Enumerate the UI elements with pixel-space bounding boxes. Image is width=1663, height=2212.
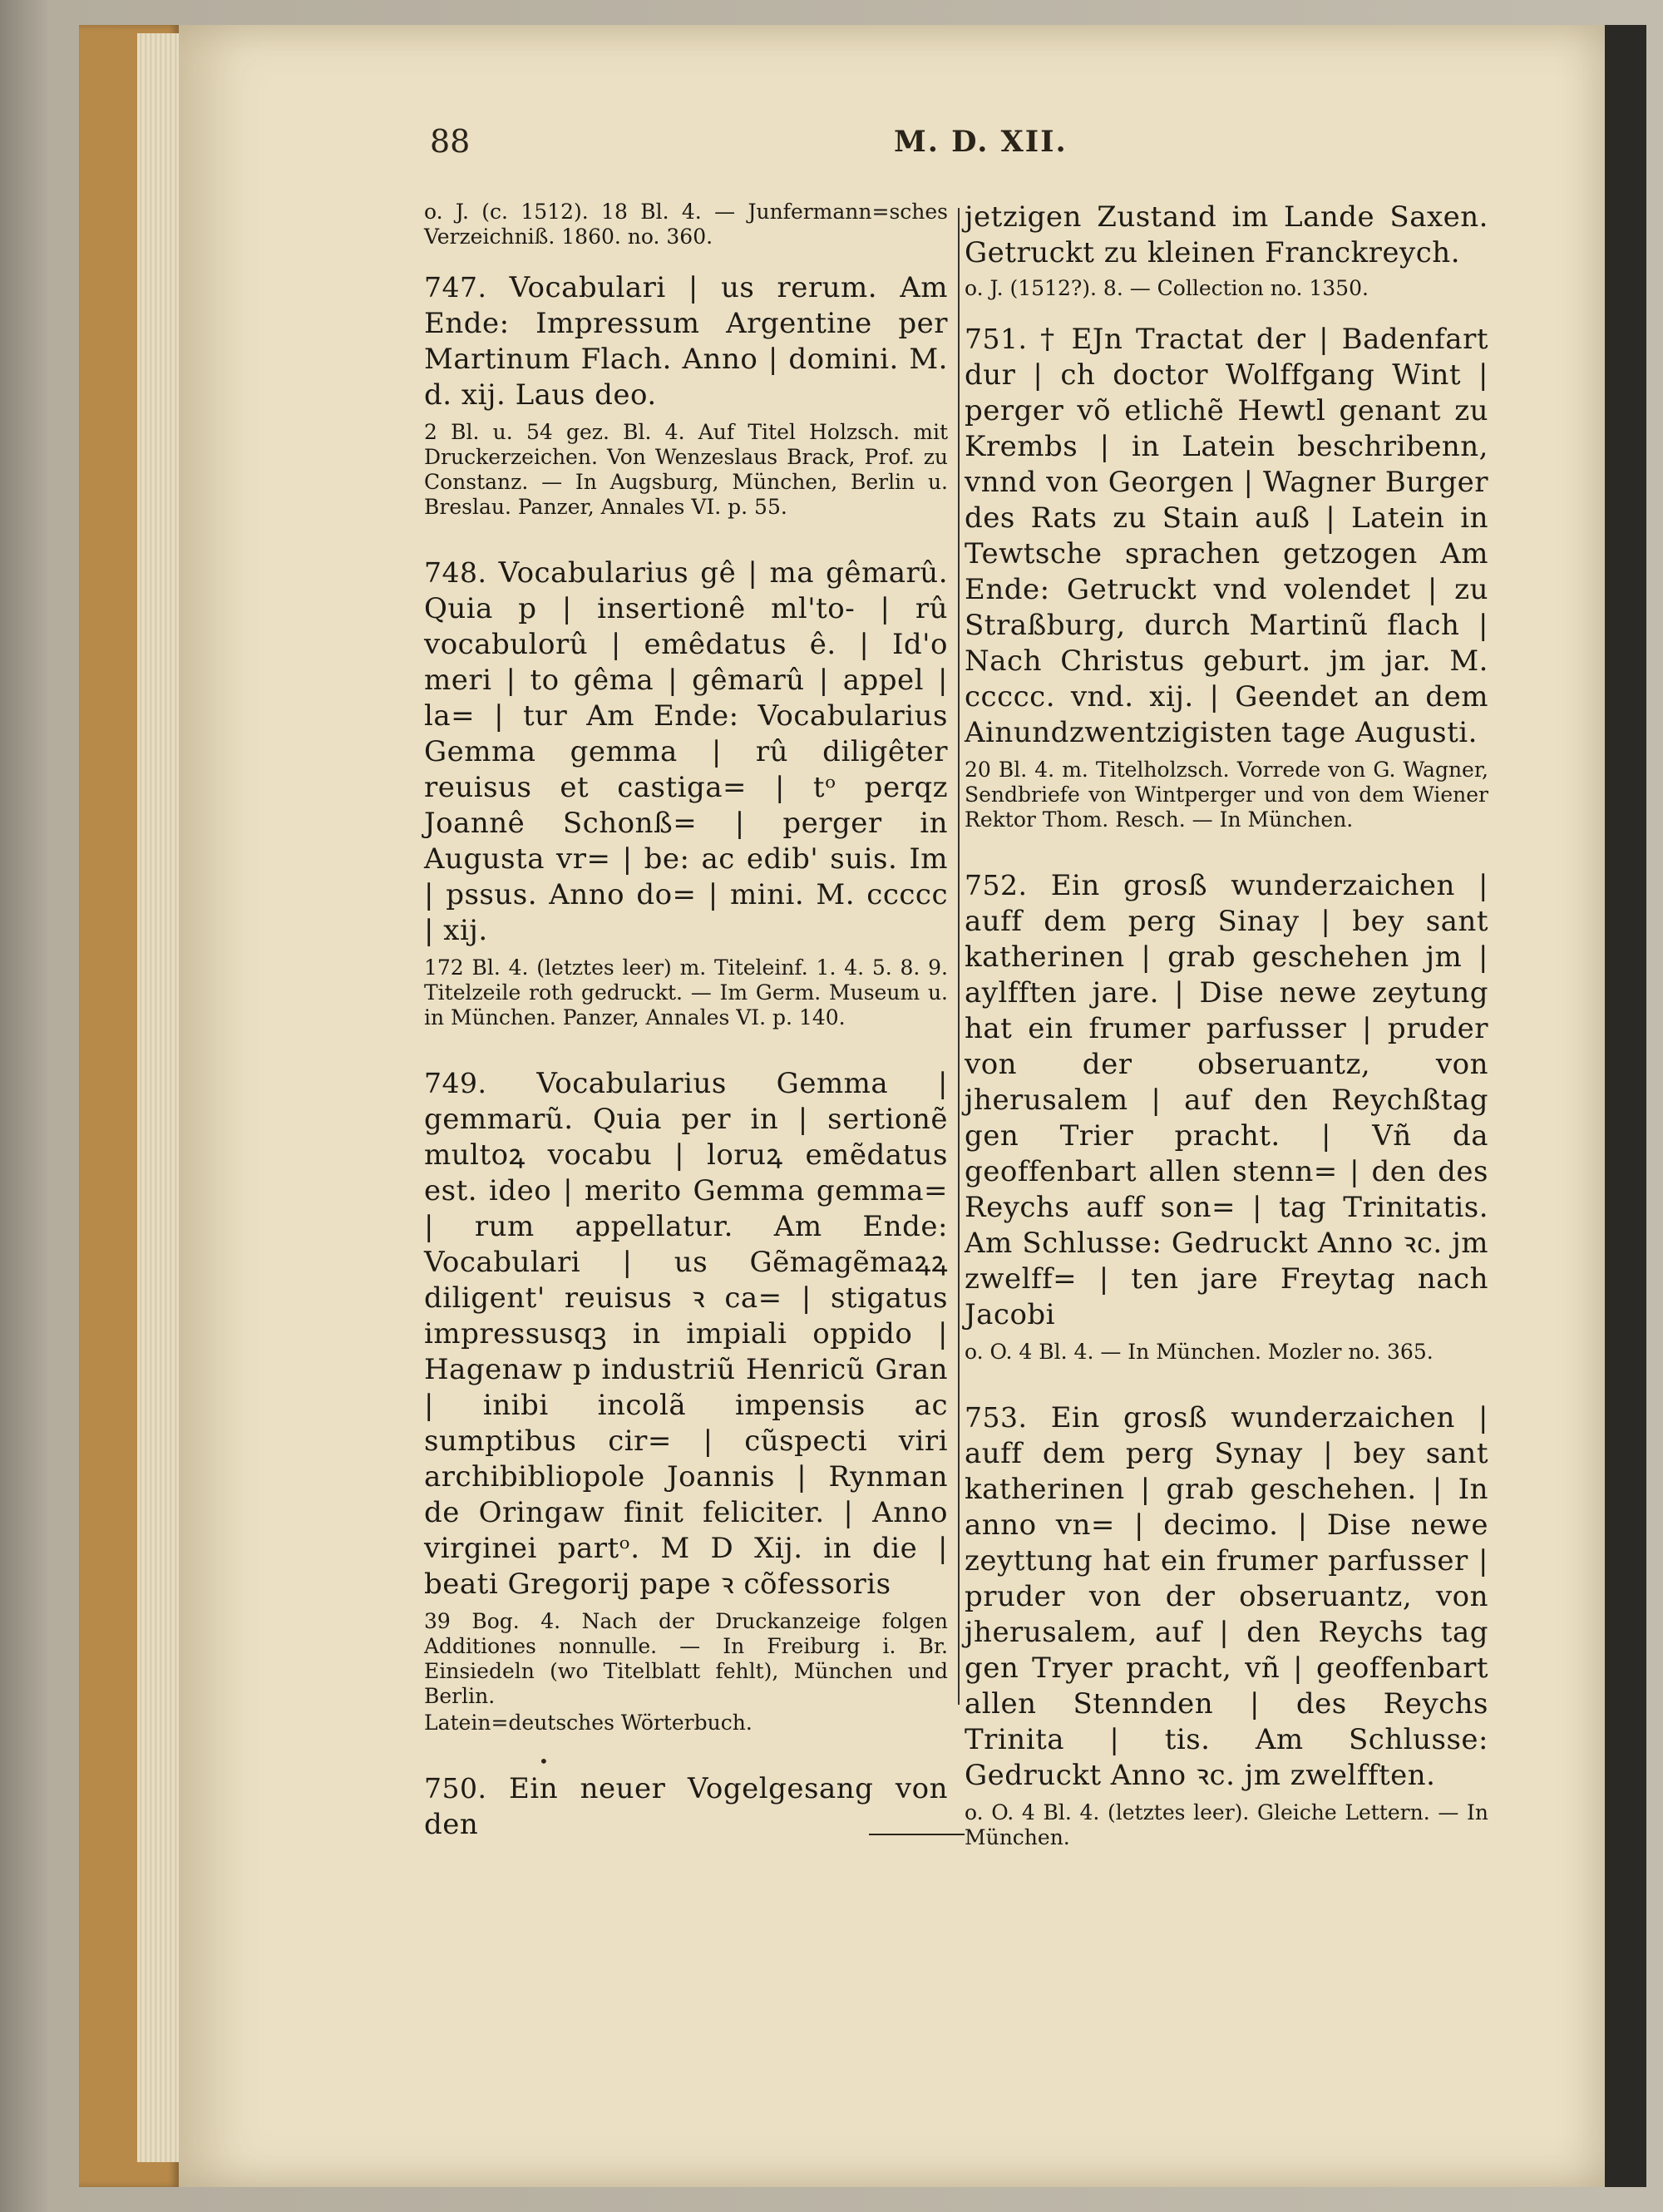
entry-753 [965,1400,1488,1850]
entry-note: 2 Bl. u. 54 gez. Bl. 4. Auf Titel Holzsch. mit Druckerzeichen. Von Wenzeslaus Brack, Prof. zu Constanz. — In Augsburg, München, Berlin u. Breslau. Panzer, Annales VI. p. 55. [424,420,948,519]
left-continuation: o. J. (c. 1512). 18 Bl. 4. — Junfermann=sches Verzeichniß. 1860. no. 360. [424,200,948,249]
entry-note: o. O. 4 Bl. 4. — In München. Mozler no. 365. [965,1340,1434,1364]
entry-text: Ein grosß wunderzaichen | auff dem perg Sinay | bey sant katherinen | grab geschehen jm | aylfften jare. | Dise newe zeytung hat ein frumer parfusser | pruder von der obseruantz, von jherusalem | auf den Reychßtag gen Trier pracht. | Vñ da geoffenbart allen stenn= | den des Reychs auff son= | tag Trinitatis. Am Schlusse: Gedruckt Anno ꝛc. jm zwelff= | ten jare Freytag nach Jacobi [965,869,1489,1331]
entry-note: 39 Bog. 4. Nach der Druckanzeige folgen Additiones nonnulle. — In Freiburg i. Br. Einsiedeln (wo Titelblatt fehlt), München und Berlin. [424,1609,948,1708]
entry-747 [424,269,948,520]
entry-number: 750. [424,1772,487,1805]
entry-note-subject: Latein=deutsches Wörterbuch. [424,1711,753,1735]
entry-number: 753. [965,1401,1028,1434]
right-continuation: jetzigen Zustand im Lande Saxen. Getruckt zu kleinen Franckreych. [965,200,1488,269]
entry-number: 751. [965,323,1028,355]
entry-note: 172 Bl. 4. (letztes leer) m. Titeleinf. 1. 4. 5. 8. 9. Titelzeile roth gedruckt. — Im Germ. Museum u. in München. Panzer, Annales VI. p. 140. [424,955,948,1029]
book-right-edge [1601,25,1646,2187]
ink-dot: • [539,1751,549,1771]
entry-note: o. O. 4 Bl. 4. (letztes leer). Gleiche Lettern. — In München. [965,1800,1488,1849]
left-column [424,200,948,1858]
entry-number: 752. [965,869,1028,901]
end-rule [869,1834,965,1835]
entry-number: 748. [424,556,487,589]
entry-748 [424,555,948,1030]
entry-text: Vocabularius gê | ma gêmarû. Quia p | insertionê ml'to- | rû vocabulorû | emêdatus ê. | Id'o meri | to gêma | gêmarû | appel | la= | tur Am Ende: Vocabularius Gemma gemma | rû diligêter reuisus et castiga= | tᵒ perqz Joannê Schonß= | perger in Augusta vr= | be: ac edib' suis. Im | pssus. Anno do= | mini. M. ccccc | xij. [424,556,948,947]
entry-number: 749. [424,1067,487,1099]
entry-text: Ein grosß wunderzaichen | auff dem perg Synay | bey sant katherinen | grab geschehen. | In anno vn= | decimo. | Dise newe zeyttung hat ein frumer parfusser | pruder von der obseruantz, von jherusalem, auf | den Reychs tag gen Tryer pracht, vñ | geoffenbart allen Stennden | des Reychs Trinita | tis. Am Schlusse: Gedruckt Anno ꝛc. jm zwelfften. [965,1401,1489,1792]
entry-number: 747. [424,271,487,304]
entry-749 [424,1065,948,1736]
entry-text: † EJn Tractat der | Badenfart dur | ch doctor Wolffgang Wint | perger võ etlichẽ Hewtl genant zu Krembs | in Latein beschribenn, vnnd von Georgen | Wagner Burger des Rats zu Stain auß | Latein in Tewtsche sprachen getzogen Am Ende: Getruckt vnd volendet | zu Straßburg, durch Martinũ flach | Nach Christus geburt. jm jar. M. ccccc. vnd. xij. | Geendet an dem Ainundzwentzigisten tage Augusti. [965,323,1488,749]
entry-text: Ein neuer Vogelgesang von den [424,1772,948,1841]
entry-751 [965,321,1488,832]
right-continuation-note: o. J. (1512?). 8. — Collection no. 1350. [965,276,1369,300]
page-number: 88 [430,123,471,160]
entry-752 [965,867,1488,1365]
entry-text: Vocabularius Gemma | gemmarũ. Quia per in | sertionẽ multoꝝ vocabu | loruꝝ emẽdatus est. ideo | merito Gemma gemma= | rum appellatur. Am Ende: Vocabulari | us Gẽmagẽmaꝝꝝ diligent' reuisus ꝛ ca= | stigatus impressusqꝫ in impiali oppido | Hagenaw p industriũ Henricũ Gran | inibi incolã impensis ac sumptibus cir= | cũspecti viri archibibliopole Joannis | Rynman de Oringaw finit feliciter. | Anno virginei partᵒ. M D Xij. in die | beati Gregorij pape ꝛ cõfessoris [424,1067,948,1601]
entry-text: Vocabulari | us rerum. Am Ende: Impressum Argentine per Martinum Flach. Anno | domini. M. d. xij. Laus deo. [424,271,948,412]
right-column [965,200,1488,1865]
column-divider [958,208,960,1705]
running-title: M. D. XII. [894,125,1068,159]
entry-note: 20 Bl. 4. m. Titelholzsch. Vorrede von G. Wagner, Sendbriefe von Wintperger und von dem Wiener Rektor Thom. Resch. — In München. [965,758,1488,832]
entry-750 [424,1770,948,1843]
